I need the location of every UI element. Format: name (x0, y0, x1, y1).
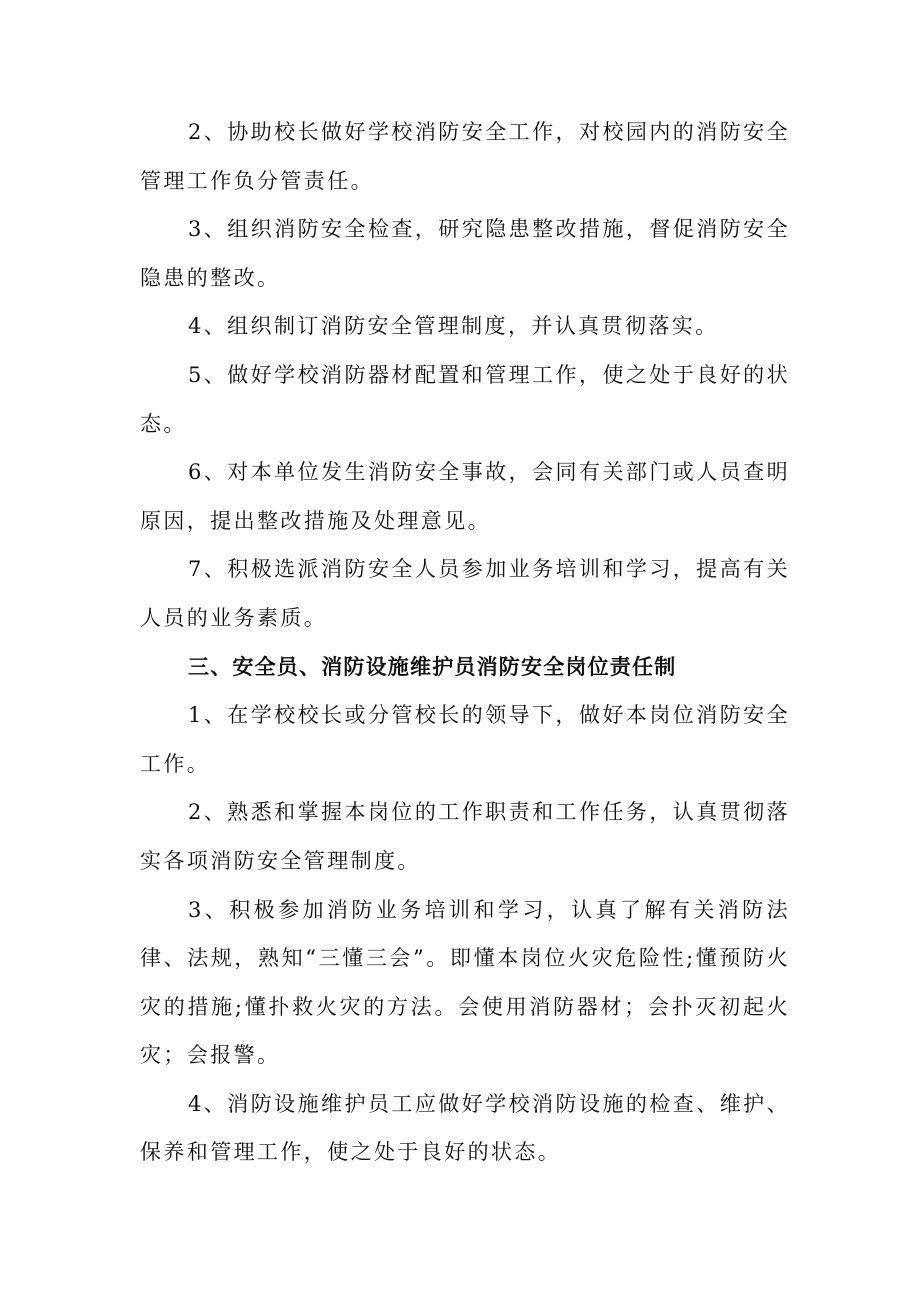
paragraph-item-6: 6、对本单位发生消防安全事故，会同有关部门或人员查明原因，提出整改措施及处理意见。 (140, 460, 790, 533)
paragraph-item-5: 5、做好学校消防器材配置和管理工作，使之处于良好的状态。 (140, 362, 790, 436)
paragraph-item-4: 4、组织制订消防安全管理制度，并认真贯彻落实。 (188, 314, 719, 339)
document-body (140, 108, 790, 1177)
section-heading: 三、安全员、消防设施维护员消防安全岗位责任制 (188, 654, 677, 679)
paragraph-item-3: 3、组织消防安全检查，研究隐患整改措施，督促消防安全隐患的整改。 (140, 217, 790, 290)
paragraph-item-2: 2、协助校长做好学校消防安全工作，对校园内的消防安全管理工作负分管责任。 (140, 120, 790, 193)
section-paragraph-3: 3、积极参加消防业务培训和学习，认真了解有关消防法律、法规，熟知“三懂三会”。即懂本岗位火灾危险性;懂预防火灾的措施;懂扑救火灾的方法。会使用消防器材；会扑灭初起火灾；会报警。 (140, 897, 790, 1068)
section-paragraph-4: 4、消防设施维护员工应做好学校消防设施的检查、维护、保养和管理工作，使之处于良好的状态。 (140, 1091, 790, 1165)
paragraph-item-7: 7、积极选派消防安全人员参加业务培训和学习，提高有关人员的业务素质。 (140, 557, 790, 630)
section-paragraph-2: 2、熟悉和掌握本岗位的工作职责和工作任务，认真贯彻落实各项消防安全管理制度。 (140, 800, 790, 873)
section-paragraph-1: 1、在学校校长或分管校长的领导下，做好本岗位消防安全工作。 (140, 703, 790, 776)
